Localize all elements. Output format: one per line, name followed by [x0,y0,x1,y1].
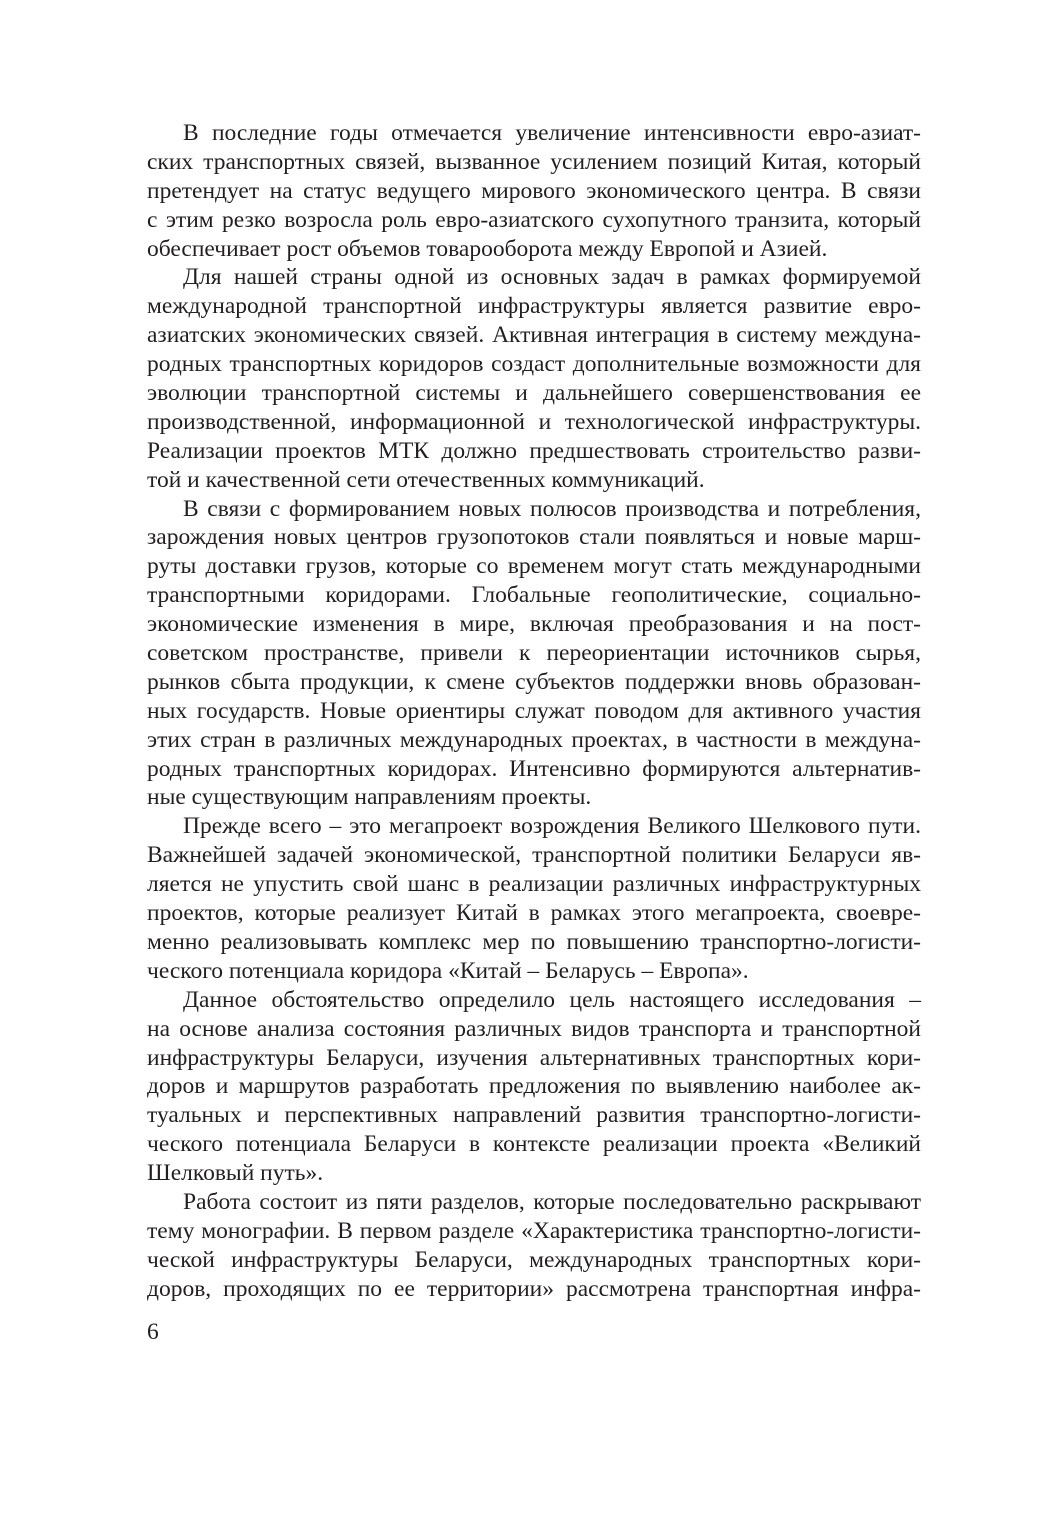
text-line: родных транспортных коридоров создаст дополнительные возможности для [147,351,921,378]
text-line: Данное обстоятельство определило цель настоящего исследования – [183,986,921,1013]
text-line: родных транспортных коридорах. Интенсивно формируются альтернатив- [147,755,921,782]
text-line: ских транспортных связей, вызванное усилением позиций Китая, который [147,148,921,175]
text-line: Работа состоит из пяти разделов, которые последовательно раскрывают [183,1188,921,1215]
paragraph [147,1188,921,1304]
text-line: азиатских экономических связей. Активная интеграция в систему междуна- [147,322,921,349]
text-line: советском пространстве, привели к переориентации источников сырья, [147,640,921,667]
text-line: ческого потенциала коридора «Китай – Беларусь – Европа». [147,957,749,984]
text-line: с этим резко возросла роль евро-азиатского сухопутного транзита, который [147,206,921,233]
text-line: В последние годы отмечается увеличение интенсивности евро-азиат- [183,120,921,146]
text-line: Шелковый путь». [147,1160,324,1187]
text-line: В связи с формированием новых полюсов производства и потребления, [183,495,921,522]
text-line: доров и маршрутов разработать предложения по выявлению наиболее ак- [147,1073,921,1100]
text-line: производственной, информационной и технологической инфраструктуры. [147,408,921,435]
text-line: Прежде всего – это мегапроект возрождения Великого Шелкового пути. [183,813,921,840]
text-line: на основе анализа состояния различных видов транспорта и транспортной [147,1015,921,1042]
text-line: менно реализовывать комплекс мер по повышению транспортно-логисти- [147,928,921,955]
text-line: транспортными коридорами. Глобальные геополитические, социально- [147,582,921,609]
text-line: той и качественной сети отечественных коммуникаций. [147,466,705,493]
text-line: тему монографии. В первом разделе «Характеристика транспортно-логисти- [147,1217,921,1244]
text-line: Для нашей страны одной из основных задач в рамках формируемой [183,264,921,291]
text-line: претендует на статус ведущего мирового экономического центра. В связи [147,177,921,204]
text-line: туальных и перспективных направлений развития транспортно-логисти- [147,1102,921,1129]
paragraph [147,119,921,263]
text-line: инфраструктуры Беларуси, изучения альтернативных транспортных кори- [147,1044,921,1071]
text-line: этих стран в различных международных проектах, в частности в междуна- [147,726,921,753]
text-line: ные существующим направлениям проекты. [147,784,592,811]
text-line: зарождения новых центров грузопотоков стали появляться и новые марш- [147,524,921,551]
paragraph [147,986,921,1188]
text-line: эволюции транспортной системы и дальнейшего совершенствования ее [147,380,921,407]
text-line: доров, проходящих по ее территории» рассмотрена транспортная инфра- [147,1275,921,1302]
text-line: проектов, которые реализует Китай в рамках этого мегапроекта, своевре- [147,900,921,927]
text-line: обеспечивает рост объемов товарооборота между Европой и Азией. [147,235,828,262]
text-line: рынков сбыта продукции, к смене субъектов поддержки вновь образован- [147,668,921,695]
page-number: 6 [147,1319,159,1345]
text-line: руты доставки грузов, которые со временем могут стать международными [147,553,921,580]
body-text [147,119,921,1304]
paragraph [147,263,921,494]
text-line: ляется не упустить свой шанс в реализации различных инфраструктурных [147,871,921,898]
paragraph [147,495,921,813]
text-line: ческого потенциала Беларуси в контексте реализации проекта «Великий [147,1131,921,1158]
text-line: экономические изменения в мире, включая преобразования и на пост- [147,611,921,638]
text-line: Реализации проектов МТК должно предшествовать строительство разви- [147,437,921,464]
text-line: ных государств. Новые ориентиры служат поводом для активного участия [147,697,921,724]
text-line: ческой инфраструктуры Беларуси, международных транспортных кори- [147,1246,921,1273]
text-line: Важнейшей задачей экономической, транспортной политики Беларуси яв- [147,842,921,869]
paragraph [147,812,921,985]
text-line: международной транспортной инфраструктуры является развитие евро- [147,293,921,320]
